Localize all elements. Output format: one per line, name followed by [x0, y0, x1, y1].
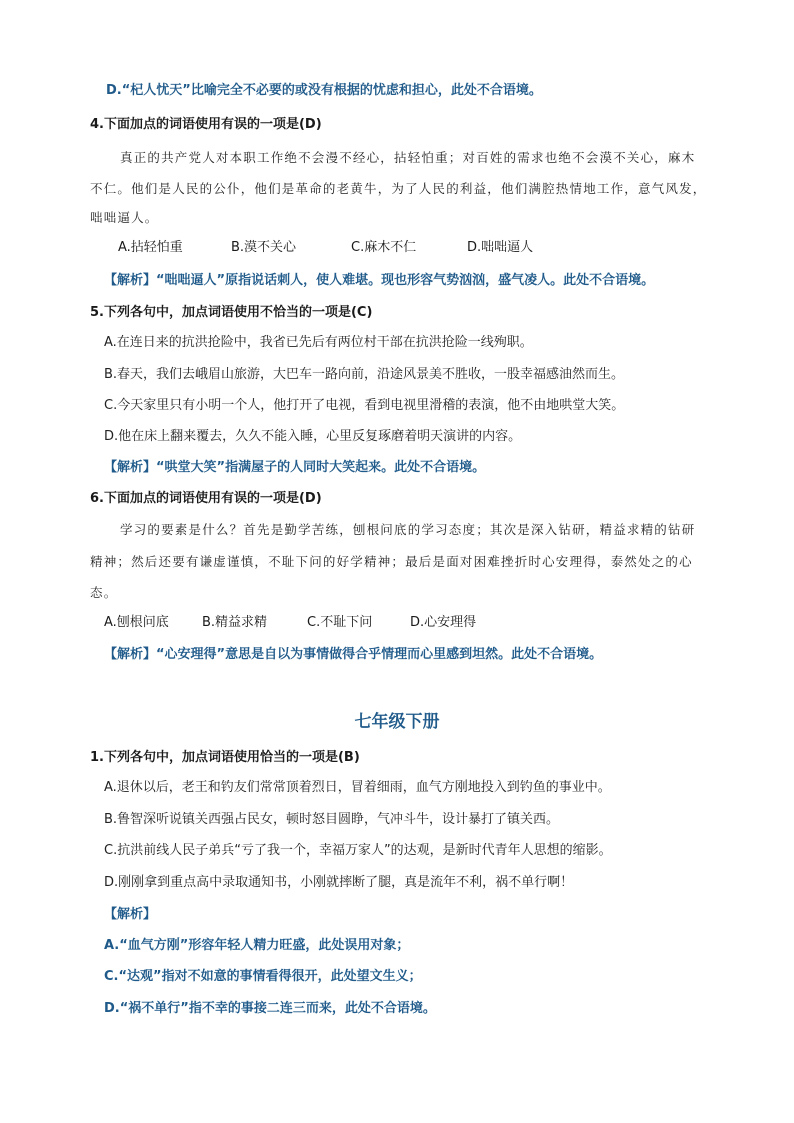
option-c: C.抗洪前线人民子弟兵“亏了我一个，幸福万家人”的达观，是新时代青年人思想的缩影。 [104, 843, 612, 858]
option-a: A.在连日来的抗洪抢险中，我省已先后有两位村干部在抗洪抢险一线殉职。 [104, 335, 533, 350]
analysis-label: 【解析】 [104, 907, 157, 922]
passage-line: 不仁。他们是人民的公仆，他们是革命的老黄牛，为了人民的利益，他们满腔热情地工作，意气风发， [90, 181, 707, 196]
option-a: A.拈轻怕重 [118, 240, 183, 255]
options-row [118, 239, 533, 257]
options-row [104, 614, 476, 632]
question-4: 4.下面加点的词语使用有误的一项是(D) [90, 117, 322, 132]
option-c: C.麻木不仁 [351, 240, 417, 255]
analysis-line: D.“祸不单行”指不幸的事接二连三而来，此处不合语境。 [104, 1001, 436, 1016]
passage-line: 真正的共产党人对本职工作绝不会漫不经心，拈轻怕重；对百姓的需求也绝不会漠不关心，麻木 [120, 150, 696, 165]
analysis-text: D.“杞人忧天”比喻完全不必要的或没有根据的忧虑和担心，此处不合语境。 [106, 83, 542, 98]
passage-line: 态。 [90, 585, 118, 600]
section-title: 七年级下册 [354, 712, 440, 732]
option-b: B.春天，我们去峨眉山旅游，大巴车一路向前，沿途风景美不胜收，一股幸福感油然而生。 [104, 367, 625, 382]
passage-line: 精神；然后还要有谦虚谨慎，不耻下问的好学精神；最后是面对困难挫折时心安理得，泰然处之的心 [90, 554, 693, 569]
option-b: B.精益求精 [202, 615, 268, 630]
analysis-text: 【解析】“哄堂大笑”指满屋子的人同时大笑起来。此处不合语境。 [104, 460, 486, 475]
option-d: D.咄咄逼人 [467, 240, 534, 255]
option-d: D.他在床上翻来覆去，久久不能入睡，心里反复琢磨着明天演讲的内容。 [104, 429, 522, 444]
question-1: 1.下列各句中，加点词语使用恰当的一项是(B) [90, 750, 360, 765]
question-5: 5.下列各句中，加点词语使用不恰当的一项是(C) [90, 305, 373, 320]
option-b: B.漠不关心 [231, 240, 297, 255]
option-a: A.刨根问底 [104, 615, 169, 630]
passage-line: 学习的要素是什么？首先是勤学苦练，刨根问底的学习态度；其次是深入钻研，精益求精的钻研 [120, 522, 696, 537]
question-6: 6.下面加点的词语使用有误的一项是(D) [90, 491, 322, 506]
option-c: C.今天家里只有小明一个人，他打开了电视，看到电视里滑稽的表演，他不由地哄堂大笑。 [104, 398, 625, 413]
option-c: C.不耻下问 [307, 615, 373, 630]
option-d: D.心安理得 [410, 615, 477, 630]
analysis-line: C.“达观”指对不如意的事情看得很开，此处望文生义； [104, 969, 422, 984]
analysis-line: A.“血气方刚”形容年轻人精力旺盛，此处误用对象； [104, 938, 410, 953]
passage-line: 咄咄逼人。 [90, 210, 159, 225]
analysis-text: 【解析】“咄咄逼人”原指说话刺人，使人难堪。现也形容气势汹汹，盛气凌人。此处不合语境。 [104, 273, 655, 288]
option-b: B.鲁智深听说镇关西强占民女，顿时怒目圆睁，气冲斗牛，设计暴打了镇关西。 [104, 812, 560, 827]
option-a: A.退休以后，老王和钓友们常常顶着烈日，冒着细雨，血气方刚地投入到钓鱼的事业中。 [104, 780, 611, 795]
option-d: D.刚刚拿到重点高中录取通知书，小刚就摔断了腿，真是流年不利，祸不单行啊！ [104, 875, 574, 890]
analysis-text: 【解析】“心安理得”意思是自以为事情做得合乎情理而心里感到坦然。此处不合语境。 [104, 647, 603, 662]
